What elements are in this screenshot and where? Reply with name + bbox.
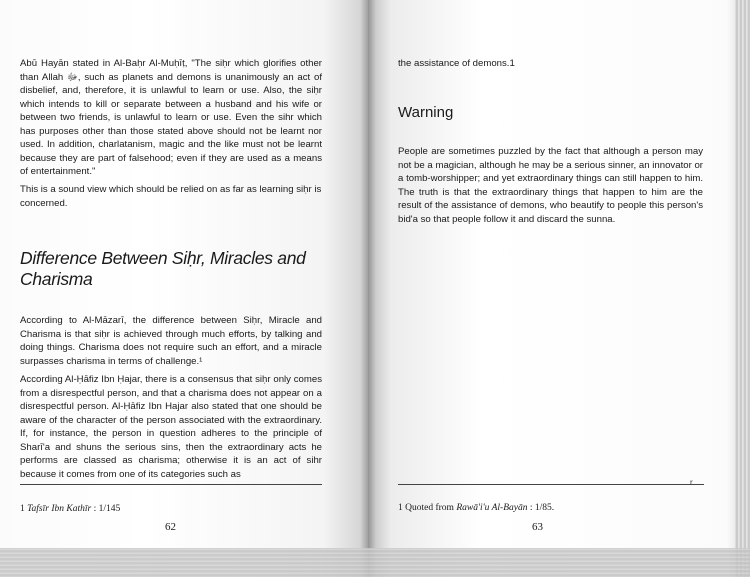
left-page	[0, 0, 368, 577]
right-paragraph-1: the assistance of demons.1	[398, 58, 515, 69]
footnote-number: 1	[20, 504, 25, 514]
left-footnote	[20, 504, 120, 514]
section-heading-warning: Warning	[398, 104, 454, 121]
left-paragraph-3: According to Al-Māzarī, the difference between Siḥr, Miracle and Charisma is that siḥr is achieved through much efforts, by talking and doing things. Charisma does not require such an effort, and a miracle surpasses charisma in terms of challenge.¹	[20, 315, 322, 367]
left-paragraph-2: This is a sound view which should be relied on as far as learning siḥr is concerned.	[20, 184, 322, 209]
section-heading-difference: Difference Between Siḥr, Miracles and Charisma	[20, 248, 306, 289]
footnote-number: 1	[398, 503, 403, 513]
left-paragraph-4: According Al-Ḥāfiz Ibn Ḥajar, there is a consensus that siḥr only comes from a disrespectful person, and that a charisma does not appear on a disrespectful person. Al-Ḥāfiz Ibn Hajar also stated that one should be aware of the character of the person associated with the extraordinary. If, for instance, the person in question adheres to the principle of Sharī'a and shuns the serious sins, then the extraordinary acts he performs are classed as charisma; otherwise it is an act of sihr because it comes from one of its categories such as	[20, 374, 322, 480]
footnote-divider	[398, 484, 704, 485]
page-number-left: 62	[165, 521, 176, 533]
right-page	[368, 0, 750, 577]
footnote-divider	[20, 484, 322, 485]
scan-bottom-band	[0, 548, 750, 577]
page-number-right: 63	[532, 521, 543, 533]
left-paragraph-1: Abū Hayān stated in Al-Baḥr Al-Muḥīṭ, "The siḥr which glorifies other than Allah ﷻ, such as planets and demons is unanimously an act of disbelief, and, therefore, it is unlawful to learn or use. Also, the siḥr which intends to kill or separate between a husband and his wife or between two friends, is unlawful to learn or use. Even the sihr which has purposes other than those stated above should not be learnt nor used. In addition, charlatanism, magic and the like must not be learnt because they are part of falsehood; even if they are used as a means of entertainment."	[20, 58, 322, 177]
page-edge-stack	[735, 0, 750, 577]
footnote-source: Rawā'i'u Al-Bayān	[456, 503, 528, 513]
footnote-reference: : 1/145	[93, 504, 121, 514]
book-gutter-shadow	[360, 0, 376, 577]
right-paragraph-2: People are sometimes puzzled by the fact that although a person may not be a magician, although he may be a serious sinner, an innovator or a tomb-worshipper; and yet extraordinary things can still happen to him. The truth is that the extraordinary things that happen to him are the result of the assistance of demons, who beautify to people this person's bid'a so that people follow it and discard the sunna.	[398, 146, 703, 225]
footnote-source: Tafsīr Ibn Kathīr	[27, 504, 92, 514]
right-footnote	[398, 503, 554, 513]
footnote-prefix: Quoted from	[405, 503, 454, 513]
footnote-reference: : 1/85.	[529, 503, 555, 513]
margin-mark: r	[690, 478, 693, 487]
